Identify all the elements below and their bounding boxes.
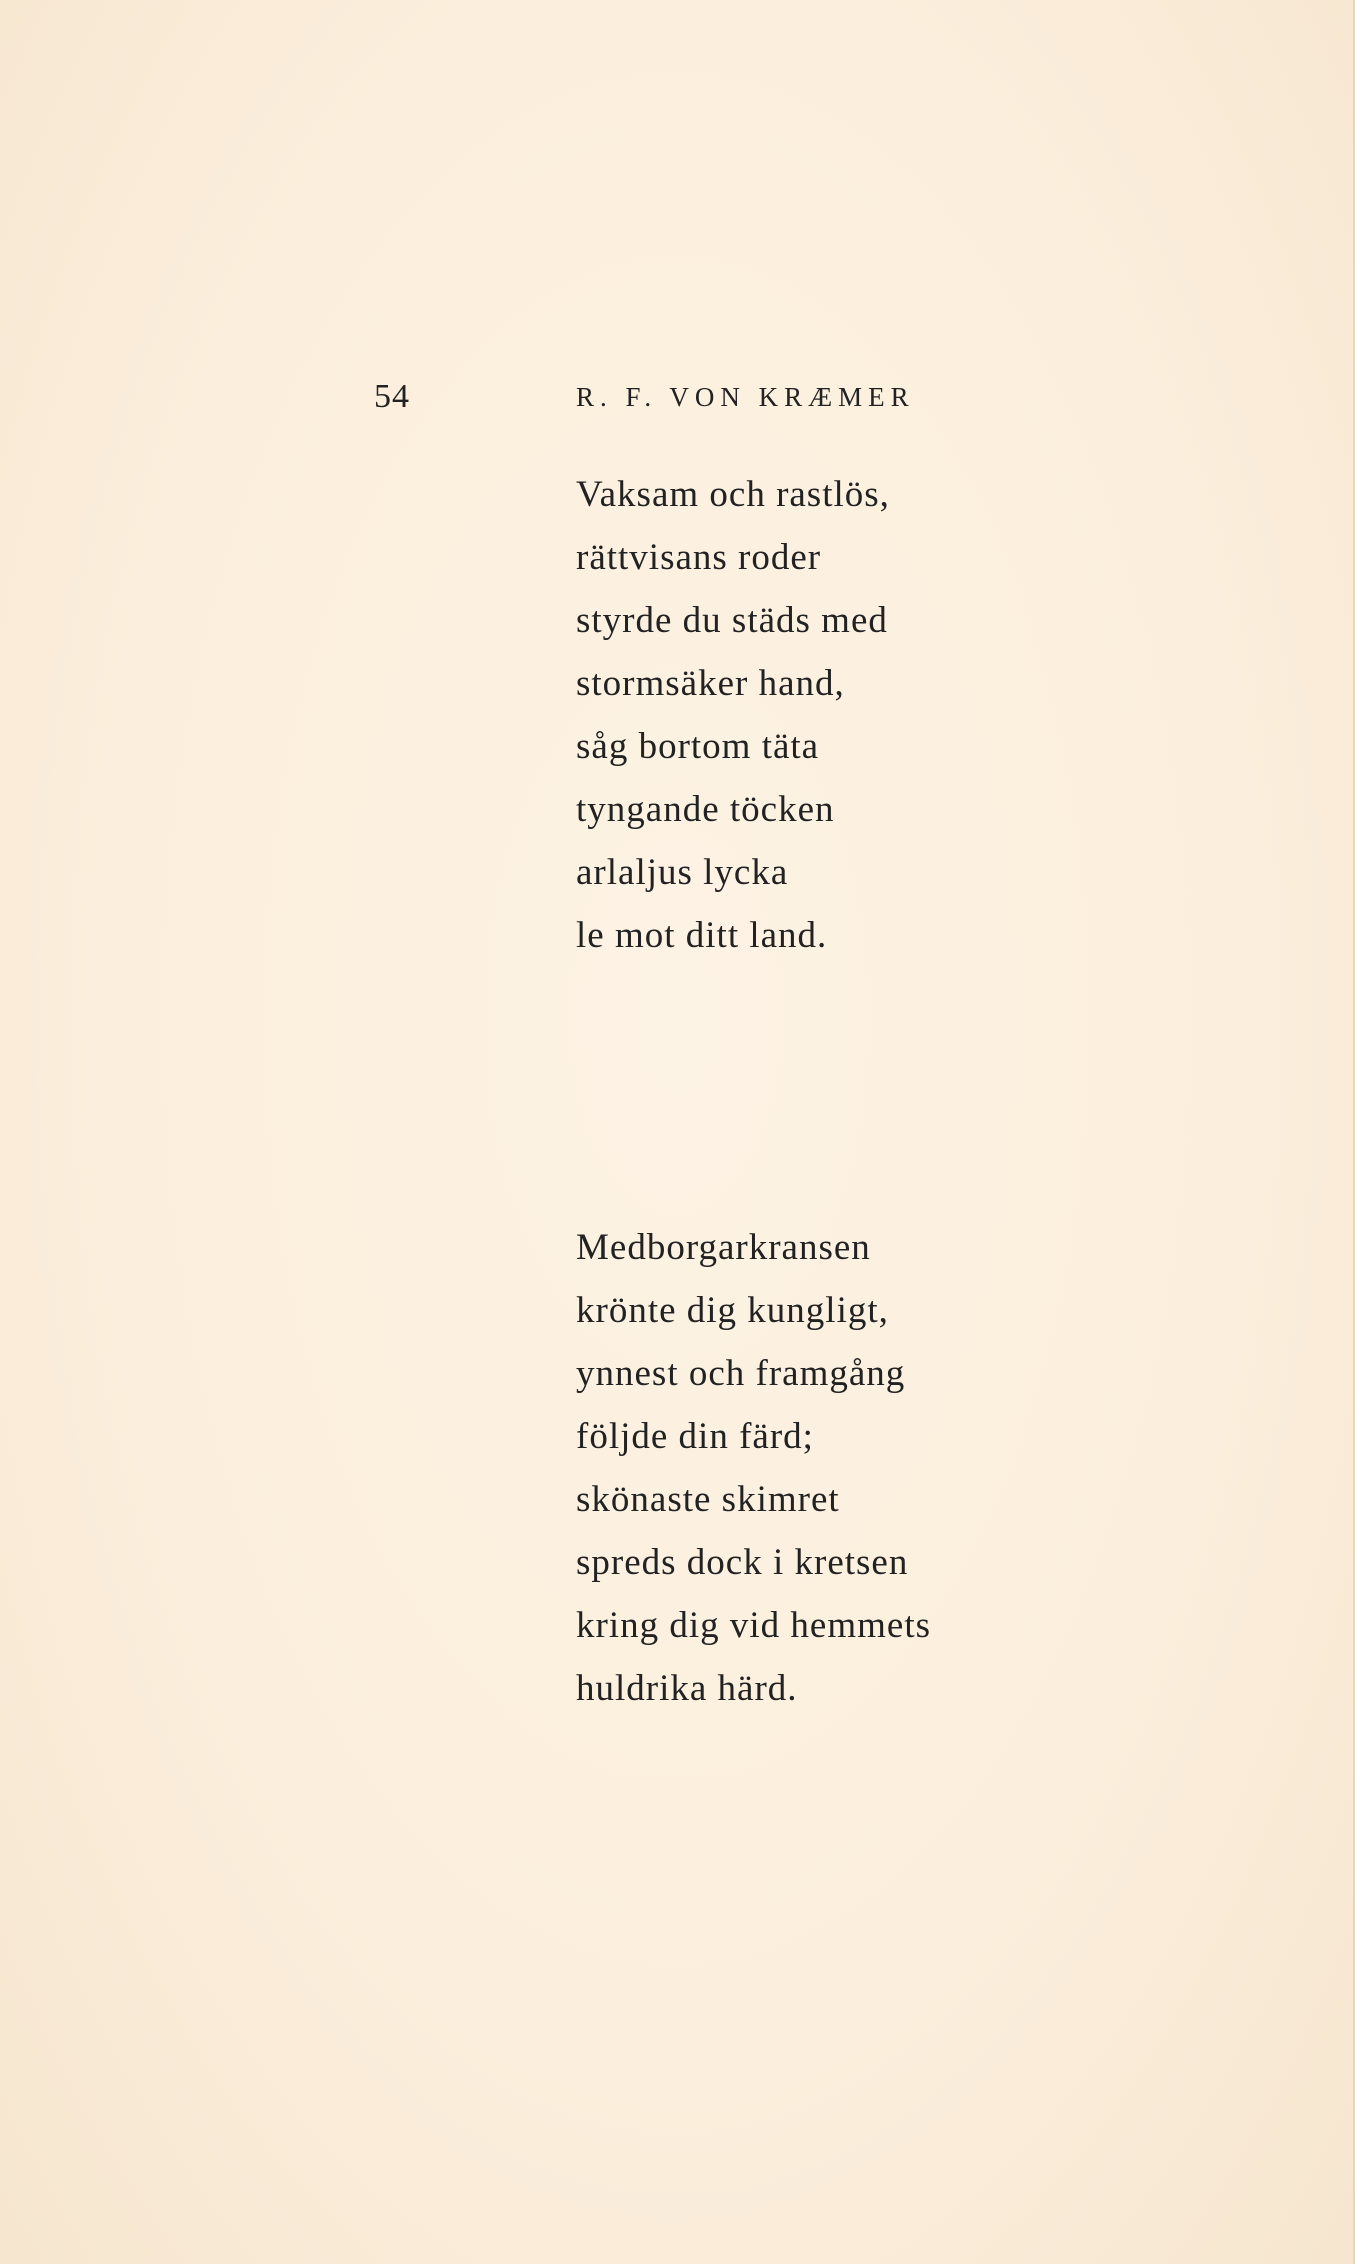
running-head [374, 378, 954, 438]
poem-stanza-2 [576, 1216, 931, 1720]
poem-line: följde din färd; [576, 1416, 814, 1457]
poem-line: tyngande töcken [576, 789, 835, 830]
poem-line: ynnest och framgång [576, 1353, 906, 1394]
poem-line: krönte dig kungligt, [576, 1290, 889, 1331]
poem-line: kring dig vid hemmets [576, 1605, 931, 1646]
poem-stanza-1 [576, 463, 890, 967]
poem-line: rättvisans roder [576, 537, 822, 578]
running-title: R. F. VON KRÆMER [576, 382, 915, 412]
poem-line: huldrika härd. [576, 1668, 798, 1709]
poem-line: spreds dock i kretsen [576, 1542, 909, 1583]
poem-line: Medborgarkransen [576, 1227, 871, 1268]
poem-line: skönaste skimret [576, 1479, 840, 1520]
poem-line: le mot ditt land. [576, 915, 828, 956]
poem-line: arlaljus lycka [576, 852, 789, 893]
page-number: 54 [374, 378, 410, 415]
poem-line: styrde du städs med [576, 600, 888, 641]
poem-line: såg bortom täta [576, 726, 820, 767]
poem-line: Vaksam och rastlös, [576, 474, 890, 515]
poem-line: stormsäker hand, [576, 663, 845, 704]
